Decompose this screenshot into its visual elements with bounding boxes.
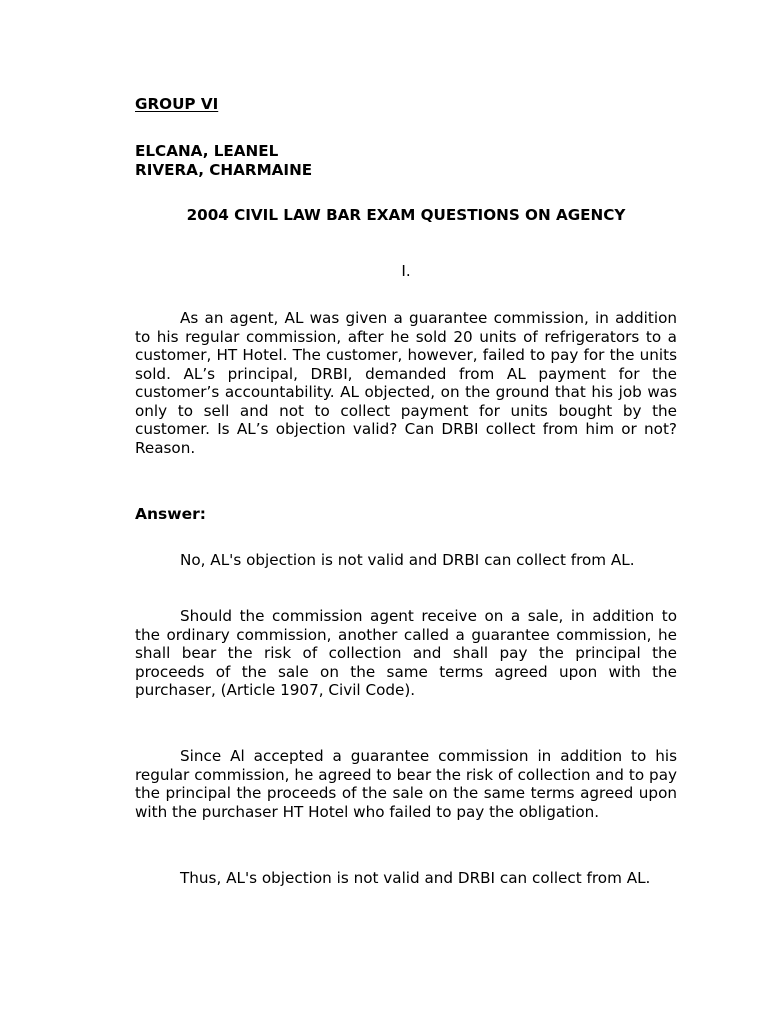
answer-paragraph: Thus, AL's objection is not valid and DRBI can collect from AL.: [180, 869, 651, 887]
question-text: As an agent, AL was given a guarantee commission, in addition to his regular commission, after he sold 20 units of refrigerators to a customer, HT Hotel. The customer, however, failed to pay for the units sold. AL’s principal, DRBI, demanded from AL payment for the customer’s accountability. AL objected, on the ground that his job was only to sell and not to collect payment for units bought by the customer. Is AL’s objection valid? Can DRBI collect from him or not? Reason.: [135, 309, 677, 457]
answer-heading: Answer:: [135, 505, 206, 523]
question-number: I.: [401, 262, 411, 280]
answer-paragraph: Since Al accepted a guarantee commission in addition to his regular commission, he agreed to bear the risk of collection and to pay the principal the proceeds of the sale on the same terms agreed upon with the purchaser HT Hotel who failed to pay the obligation.: [135, 747, 677, 821]
author-list: [135, 142, 677, 180]
answer-paragraph: No, AL's objection is not valid and DRBI can collect from AL.: [180, 551, 635, 569]
author-name: ELCANA, LEANEL: [135, 142, 279, 160]
author-name: RIVERA, CHARMAINE: [135, 161, 313, 179]
answer-paragraph: Should the commission agent receive on a sale, in addition to the ordinary commission, another called a guarantee commission, he shall bear the risk of collection and shall pay the principal the proceeds of the sale on the same terms agreed upon with the purchaser, (Article 1907, Civil Code).: [135, 607, 677, 699]
document-title: 2004 CIVIL LAW BAR EXAM QUESTIONS ON AGENCY: [186, 206, 626, 224]
group-heading: GROUP VI: [135, 95, 219, 113]
